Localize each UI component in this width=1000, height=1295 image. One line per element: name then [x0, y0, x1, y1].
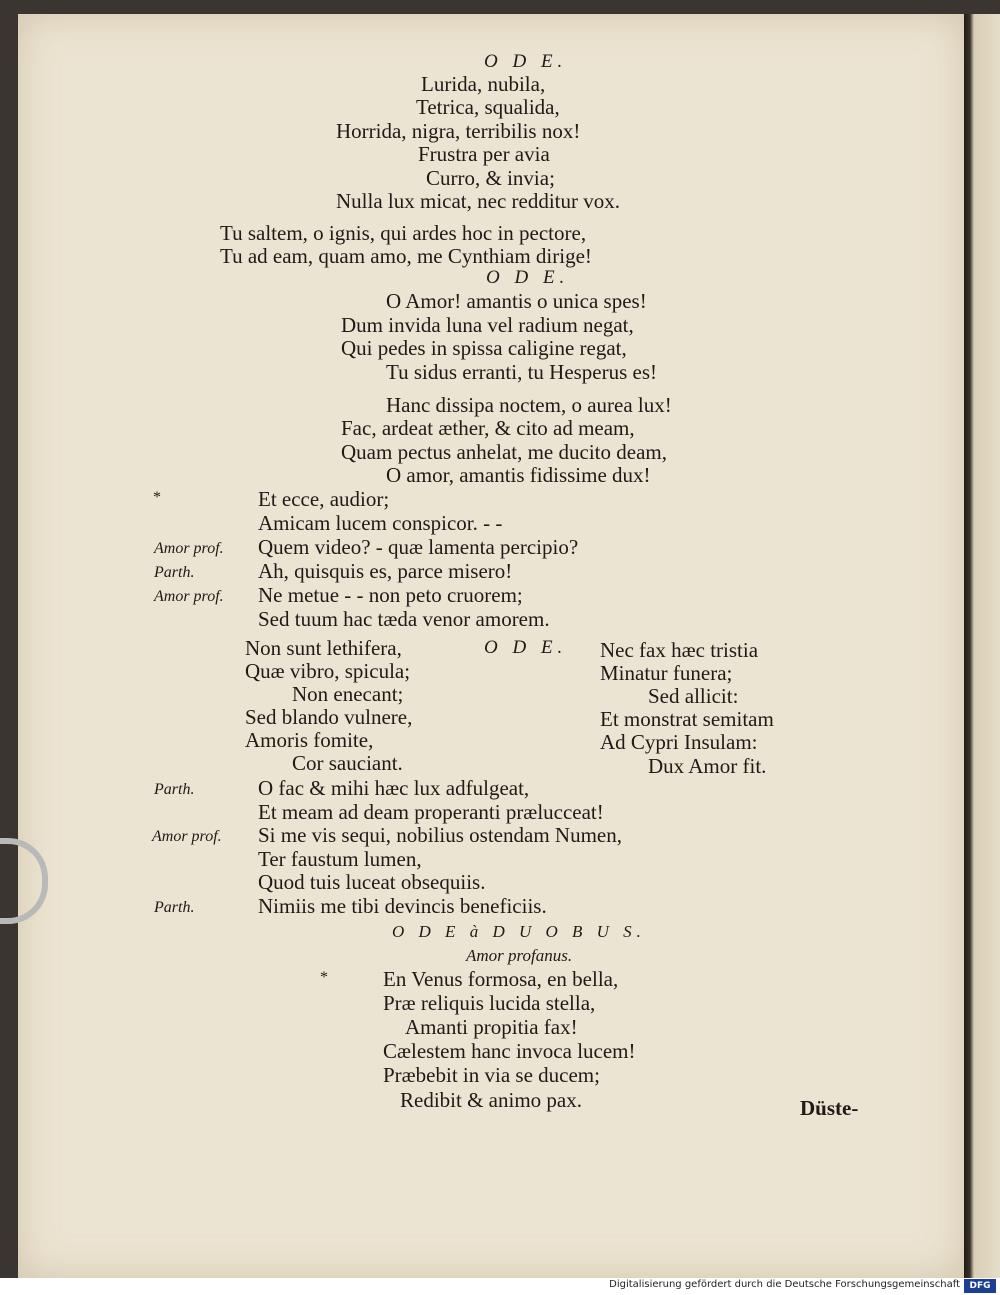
verse-line: O Amor! amantis o unica spes!	[386, 289, 647, 313]
catchword: Düste-	[800, 1096, 859, 1120]
ode-left-line: Quæ vibro, spicula;	[245, 659, 411, 683]
verse-line: Dum invida luna vel radium negat,	[341, 313, 634, 337]
ode-duobus-heading: O D E à D U O B U S.	[392, 922, 646, 941]
dialogue-line: Ter faustum lumen,	[258, 847, 422, 871]
ode-right-line: Dux Amor fit.	[648, 754, 767, 778]
verse-line: Hanc dissipa noctem, o aurea lux!	[386, 393, 672, 417]
dialogue-line: Et meam ad deam properanti prælucceat!	[258, 800, 604, 824]
asterisk-mark: *	[320, 969, 328, 986]
speaker-label: Parth.	[154, 781, 195, 798]
verse-line: Amanti propitia fax!	[405, 1015, 578, 1039]
ode-left-line: Amoris fomite,	[245, 728, 374, 752]
verse-line: Tu saltem, o ignis, qui ardes hoc in pectore,	[220, 221, 587, 245]
verse-line: Tetrica, squalida,	[416, 95, 560, 119]
ode-heading: O D E.	[484, 637, 568, 658]
dialogue-line: Et ecce, audior;	[258, 487, 390, 511]
verse-line: Lurida, nubila,	[421, 72, 546, 96]
ode-left-line: Non sunt lethifera,	[245, 636, 402, 660]
footer-bar	[0, 1278, 1000, 1295]
asterisk-mark: *	[153, 489, 161, 506]
ode-left-line: Cor sauciant.	[292, 751, 403, 775]
verse-line: Fac, ardeat æther, & cito ad meam,	[341, 416, 635, 440]
amor-profanus-label: Amor profanus.	[466, 946, 573, 965]
dialogue-line: Si me vis sequi, nobilius ostendam Numen,	[258, 823, 622, 847]
verse-line: Tu sidus erranti, tu Hesperus es!	[386, 360, 658, 384]
verse-line: En Venus formosa, en bella,	[383, 967, 619, 991]
dialogue-line: Ne metue - - non peto cruorem;	[258, 583, 523, 607]
dfg-logo: DFG	[964, 1279, 996, 1293]
ode-right-line: Nec fax hæc tristia	[600, 638, 759, 662]
verse-line: Curro, & invia;	[426, 166, 555, 190]
ode-left-line: Non enecant;	[292, 682, 404, 706]
verse-line: O amor, amantis fidissime dux!	[386, 463, 651, 487]
dialogue-line: Quod tuis luceat obsequiis.	[258, 870, 486, 894]
verse-line: Tu ad eam, quam amo, me Cynthiam dirige!	[220, 244, 592, 268]
ode-heading: O D E.	[486, 267, 570, 288]
speaker-label: Parth.	[154, 899, 195, 916]
ode-right-line: Sed allicit:	[648, 684, 739, 708]
ode-heading: O D E.	[484, 51, 568, 72]
ode-left-line: Sed blando vulnere,	[245, 705, 413, 729]
ode-right-line: Minatur funera;	[600, 661, 733, 685]
verse-line: Quam pectus anhelat, me ducito deam,	[341, 440, 667, 464]
verse-line: Redibit & animo pax.	[400, 1088, 582, 1112]
verse-line: Præ reliquis lucida stella,	[383, 991, 596, 1015]
verse-line: Frustra per avia	[418, 142, 550, 166]
dialogue-line: O fac & mihi hæc lux adfulgeat,	[258, 776, 530, 800]
speaker-label: Amor prof.	[154, 540, 224, 557]
dialogue-line: Nimiis me tibi devincis beneficiis.	[258, 894, 547, 918]
verse-line: Cælestem hanc invoca lucem!	[383, 1039, 636, 1063]
ode-right-line: Ad Cypri Insulam:	[600, 730, 758, 754]
dialogue-line: Quem video? - quæ lamenta percipio?	[258, 535, 579, 559]
book-page	[18, 14, 964, 1278]
ode-right-line: Et monstrat semitam	[600, 707, 774, 731]
speaker-label: Parth.	[154, 564, 195, 581]
verse-line: Præbebit in via se ducem;	[383, 1063, 600, 1087]
dialogue-line: Amicam lucem conspicor. - -	[258, 511, 503, 535]
verse-line: Qui pedes in spissa caligine regat,	[341, 336, 627, 360]
speaker-label: Amor prof.	[154, 588, 224, 605]
verse-line: Horrida, nigra, terribilis nox!	[336, 119, 581, 143]
footer-credit: Digitalisierung gefördert durch die Deutsche Forschungsgemeinschaft	[609, 1279, 960, 1290]
speaker-label: Amor prof.	[152, 828, 222, 845]
dialogue-line: Sed tuum hac tæda venor amorem.	[258, 607, 550, 631]
verse-line: Nulla lux micat, nec redditur vox.	[336, 189, 621, 213]
next-page-edge	[964, 14, 1000, 1278]
dialogue-line: Ah, quisquis es, parce misero!	[258, 559, 513, 583]
